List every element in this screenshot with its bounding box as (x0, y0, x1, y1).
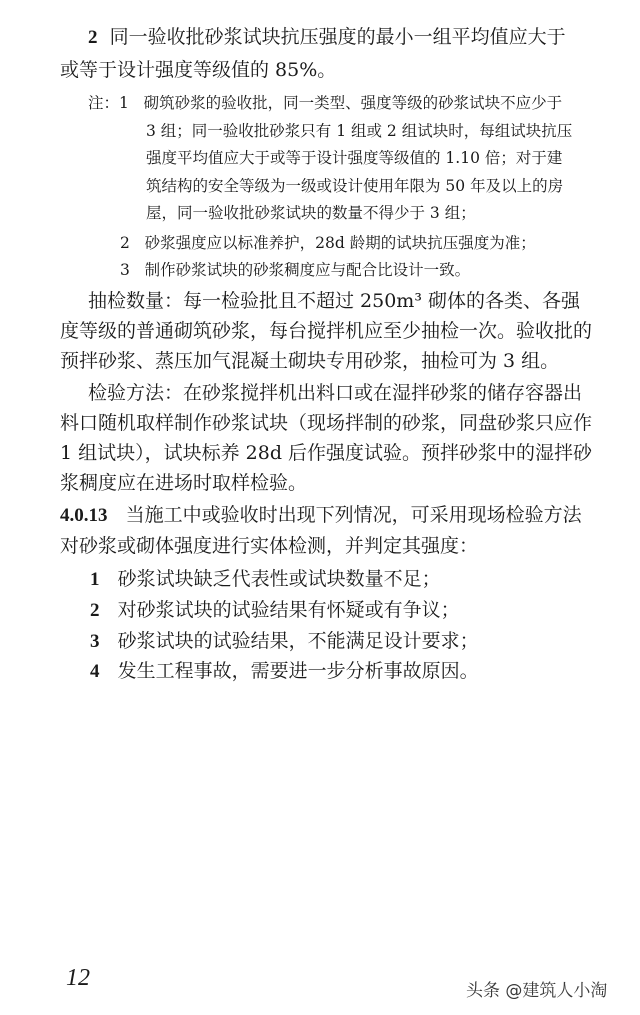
clause-line-2: 对砂浆或砌体强度进行实体检测，并判定其强度： (60, 535, 479, 557)
note-2: 2 砂浆强度应以标准养护，28d 龄期的试块抗压强度为准； (120, 234, 536, 252)
note-1-line-3: 强度平均值应大于或等于设计强度等级值的 1.10 倍；对于建 (146, 149, 563, 167)
item-2-number: 2 (88, 27, 98, 48)
clause-line-1: 4.0.13 当施工中或验收时出现下列情况，可采用现场检验方法 (60, 504, 582, 526)
method-line-1: 检验方法：在砂浆搅拌机出料口或在湿拌砂浆的储存容器出 (88, 382, 583, 404)
note-1-line-1: 注：1 砌筑砂浆的验收批，同一类型、强度等级的砂浆试块不应少于 (88, 94, 563, 112)
note-1-number: 1 (119, 94, 129, 112)
sampling-line-3: 预拌砂浆、蒸压加气混凝土砌块专用砂浆，抽检可为 3 组。 (60, 350, 560, 372)
list-item: 2 对砂浆试块的试验结果有怀疑或有争议； (90, 599, 460, 621)
method-line-2: 料口随机取样制作砂浆试块（现场拌制的砂浆，同盘砂浆只应作 (60, 412, 593, 434)
note-3-number: 3 (120, 261, 130, 279)
note-1-line-5: 屋，同一验收批砂浆试块的数量不得少于 3 组； (146, 204, 476, 222)
note-1-line-2: 3 组；同一验收批砂浆只有 1 组或 2 组试块时，每组试块抗压 (146, 122, 573, 140)
list-item: 1 砂浆试块缺乏代表性或试块数量不足； (90, 568, 441, 590)
method-line-3: 1 组试块），试块标养 28d 后作强度试验。预拌砂浆中的湿拌砂 (60, 442, 593, 464)
item-2-line-2: 或等于设计强度等级值的 85%。 (60, 59, 337, 81)
list-item: 4 发生工程事故，需要进一步分析事故原因。 (90, 660, 479, 682)
note-1-line-4: 筑结构的安全等级为一级或设计使用年限为 50 年及以上的房 (146, 177, 564, 195)
method-line-4: 浆稠度应在进场时取样检验。 (60, 472, 308, 494)
note-3: 3 制作砂浆试块的砂浆稠度应与配合比设计一致。 (120, 261, 471, 279)
note-2-number: 2 (120, 234, 130, 252)
note-label: 注： (88, 94, 120, 112)
page-number: 12 (66, 965, 90, 991)
sampling-line-2: 度等级的普通砌筑砂浆，每台搅拌机应至少抽检一次。验收批的 (60, 320, 593, 342)
clause-number: 4.0.13 (60, 505, 108, 526)
list-item: 3 砂浆试块的试验结果，不能满足设计要求； (90, 630, 479, 652)
item-2-text: 同一验收批砂浆试块抗压强度的最小一组平均值应大于 (109, 26, 566, 48)
item-2-line-1 (88, 28, 566, 47)
watermark: 头条 @建筑人小淘 (466, 981, 608, 1001)
sampling-line-1: 抽检数量：每一检验批且不超过 250m³ 砌体的各类、各强 (88, 290, 580, 312)
